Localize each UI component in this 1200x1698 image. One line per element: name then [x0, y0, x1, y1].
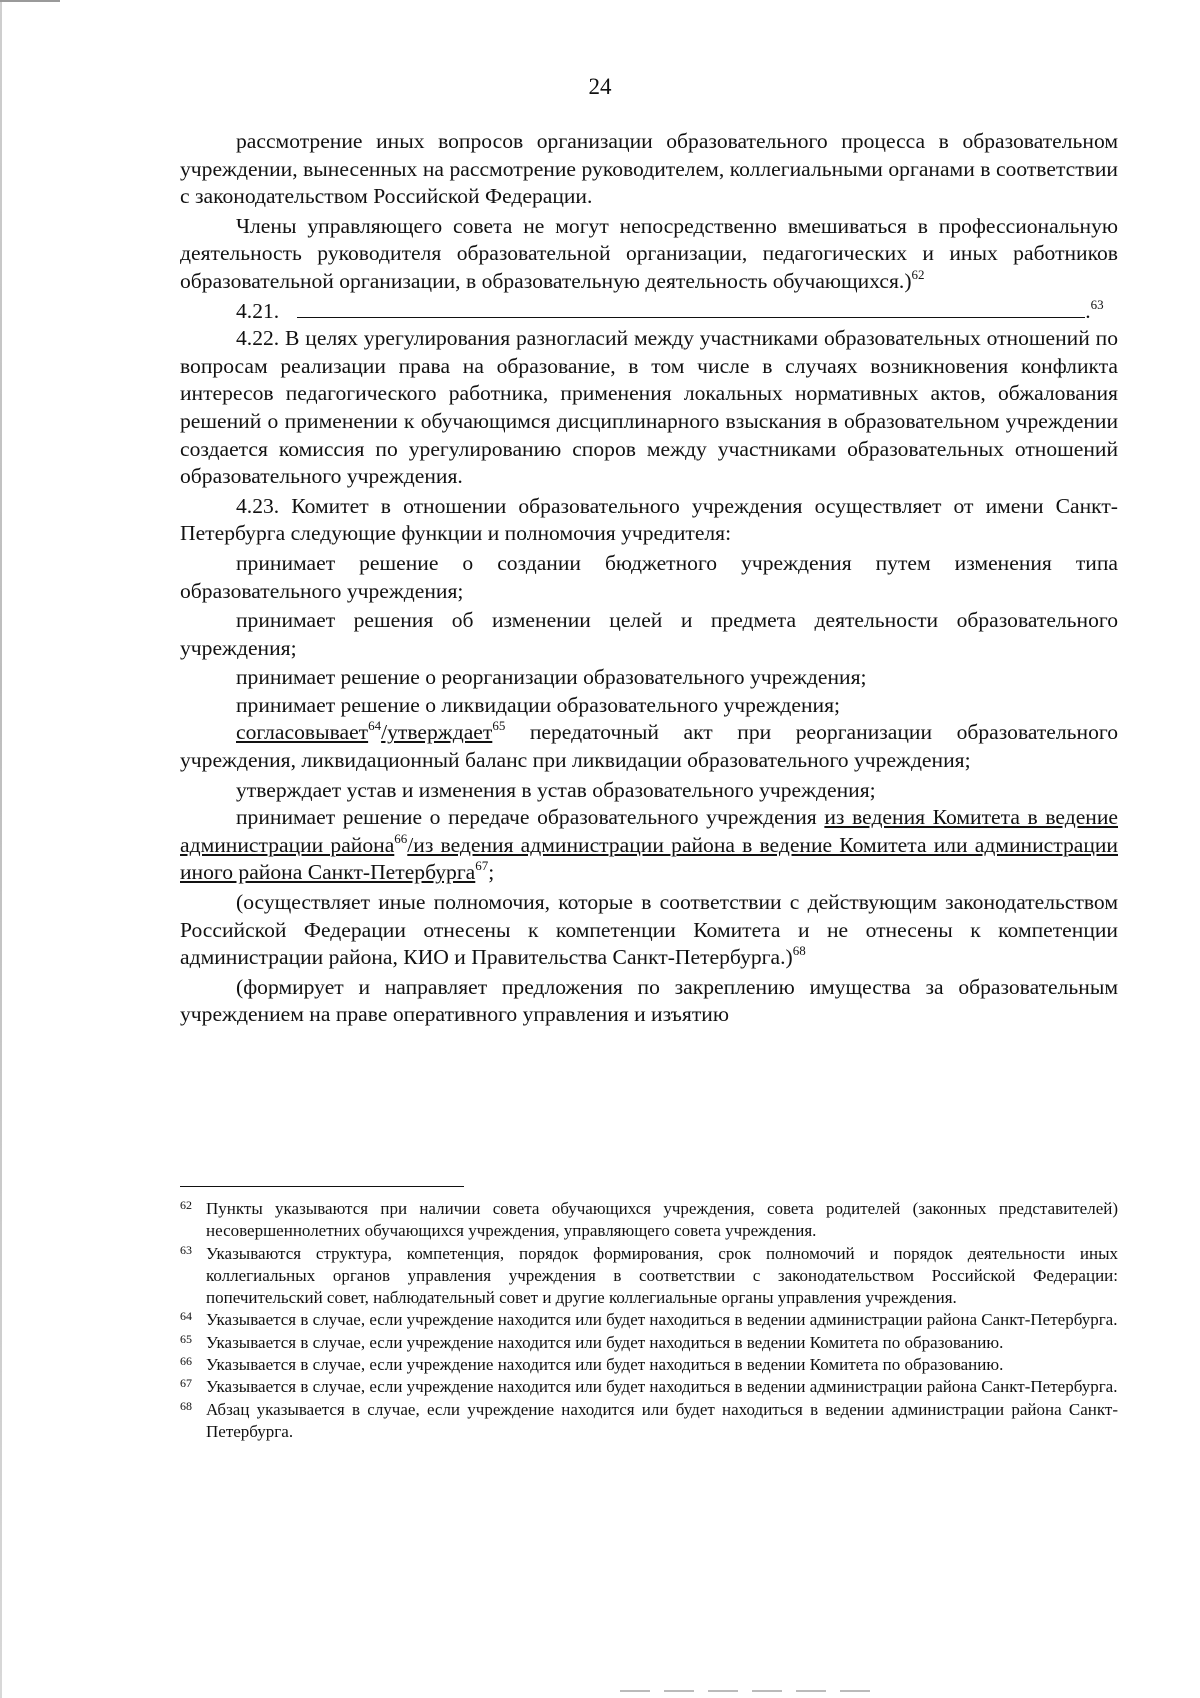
paragraph: (формирует и направляет предложения по закреплению имущества за образовательным учреждением на праве оперативного управления и изъятию	[180, 974, 1118, 1027]
paragraph: принимает решение о реорганизации образовательного учреждения;	[236, 665, 867, 690]
paragraph: Члены управляющего совета не могут непосредственно вмешиваться в профессиональную деятельность руководителя образовательной организации, педагогических и иных работников образовательной организации, в образовательную деятельность обучающихся.)$^{62}$	[180, 213, 1118, 293]
footnote-ref[interactable]: 63	[1090, 296, 1104, 312]
footnote-ref[interactable]: 68	[792, 943, 806, 959]
footnote-item: 64 Указывается в случае, если учреждение находится или будет находиться в ведении администрации района Санкт-Петербурга.	[180, 1309, 1118, 1330]
paragraph: принимает решения об изменении целей и предмета деятельности образовательного учреждения;	[180, 608, 1118, 660]
scan-marks	[620, 1690, 880, 1692]
footnote-ref[interactable]: 67	[475, 858, 489, 874]
paragraph: рассмотрение иных вопросов организации образовательного процесса в образовательном учреждении, вынесенных на рассмотрение руководителем, коллегиальными органами в соответствии с законодательством Российской Федерации.	[180, 129, 1118, 209]
paragraph: утверждает устав и изменения в устав образовательного учреждения;	[236, 777, 876, 802]
paragraph: принимает решение о передаче образовательного учреждения из ведения Комитета в ведение администрации района$^{66}$/из ведения администрации района в ведение Комитета или администрации иного района Санкт-Петербурга$^{67}$;	[180, 805, 1118, 885]
footnote-item: 66 Указывается в случае, если учреждение находится или будет находиться в ведении Комитета по образованию.	[180, 1354, 1004, 1375]
footnote-ref[interactable]: 62	[911, 266, 925, 282]
footnote-item: 63 Указываются структура, компетенция, порядок формирования, срок полномочий и порядок деятельности иных коллегиальных органов управления учреждения в соответствии с законодательством Российской Федерации: попечительский совет, наблюдательный совет и другие коллегиальные органы управления учреждения.	[180, 1242, 1118, 1308]
footnote-item: 67 Указывается в случае, если учреждение находится или будет находиться в ведении администрации района Санкт-Петербурга.	[180, 1376, 1118, 1397]
blank-fill-line	[297, 299, 1085, 318]
footnote-item: 68 Абзац указывается в случае, если учреждение находится или будет находиться в ведении администрации района Санкт-Петербурга.	[180, 1398, 1118, 1441]
paragraph: 4.23. Комитет в отношении образовательного учреждения осуществляет от имени Санкт-Петербурга следующие функции и полномочия учредителя:	[180, 493, 1118, 546]
paragraph: принимает решение о создании бюджетного учреждения путем изменения типа образовательного учреждения;	[180, 550, 1118, 603]
paragraph: согласовывает$^{64}$/утверждает$^{65}$ передаточный акт при реорганизации образовательного учреждения, ликвидационный баланс при ликвидации образовательного учреждения;	[180, 718, 1118, 773]
footnote-item: 62 Пункты указываются при наличии совета обучающихся учреждения, совета родителей (законных представителей) несовершеннолетних обучающихся учреждения, управляющего совета учреждения.	[180, 1198, 1118, 1241]
footnotes	[180, 1198, 1118, 1443]
paragraph-blank-item: 4.21. .$^{63}$	[236, 296, 1104, 323]
footnote-ref[interactable]: 64	[368, 718, 382, 734]
paragraph: принимает решение о ликвидации образовательного учреждения;	[236, 692, 841, 717]
paragraph: 4.22. В целях урегулирования разногласий между участниками образовательных отношений по вопросам реализации права на образование, в том числе в случаях возникновения конфликта интересов педагогического работника, применения локальных нормативных актов, обжалования решений о применении к обучающимся дисциплинарного взыскания в образовательном учреждении создается комиссия по урегулированию споров между участниками образовательных отношений образовательного учреждения.	[180, 326, 1118, 489]
footnote-item: 65 Указывается в случае, если учреждение находится или будет находиться в ведении Комитета по образованию.	[180, 1331, 1004, 1352]
document-body	[180, 128, 1118, 1029]
scan-edge-top	[0, 0, 60, 2]
paragraph: (осуществляет иные полномочия, которые в соответствии с действующим законодательством Российской Федерации отнесены к компетенции Комитета и не отнесены к компетенции администрации района, КИО и Правительства Санкт-Петербурга.)$^{68}$	[180, 890, 1118, 970]
page-number: 24	[588, 74, 612, 99]
scan-edge-left	[0, 0, 2, 1698]
footnote-separator	[180, 1186, 464, 1187]
footnote-ref[interactable]: 66	[394, 830, 408, 846]
footnote-ref[interactable]: 65	[492, 718, 506, 734]
